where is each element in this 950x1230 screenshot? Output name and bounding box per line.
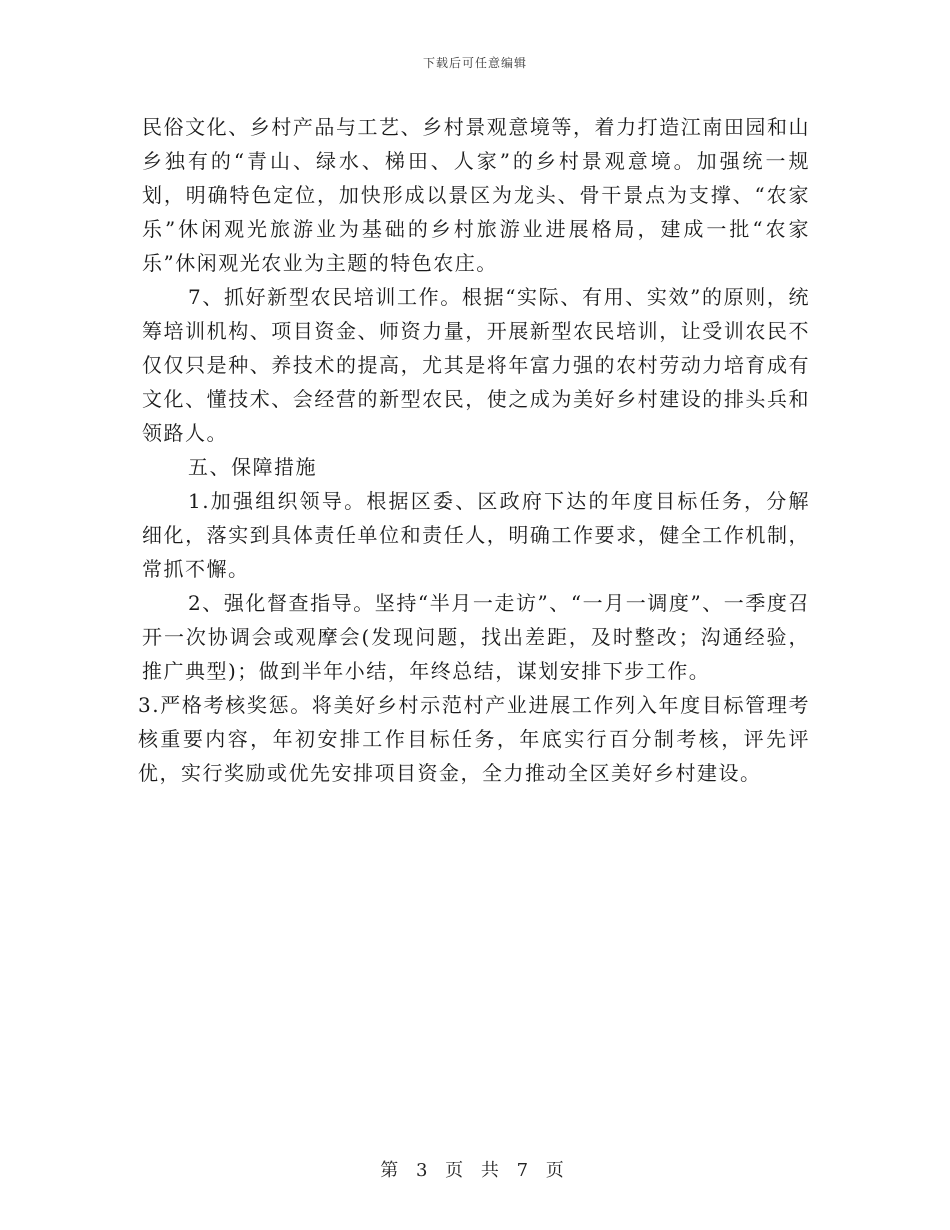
section-heading-safeguards: 五、保障措施 (188, 455, 317, 479)
page-header: 下载后可任意编辑 (422, 56, 527, 70)
document-body (138, 110, 810, 790)
paragraph-assessment-rewards: 3.严格考核奖惩。将美好乡村示范村产业进展工作列入年度目标管理考核重要内容，年初安排工作目标任务，年底实行百分制考核，评先评优，实行奖励或优先安排项目资金，全力推动全区美好乡村建设。 (138, 693, 810, 785)
paragraph-farmer-training: 7、抓好新型农民培训工作。根据“实际、有用、实效”的原则，统筹培训机构、项目资金、师资力量，开展新型农民培训，让受训农民不仅仅只是种、养技术的提高，尤其是将年富力强的农村劳动力培育成有文化、懂技术、会经营的新型农民，使之成为美好乡村建设的排头兵和领路人。 (142, 285, 810, 445)
paragraph-supervision-guidance: 2、强化督查指导。坚持“半月一走访”、“一月一调度”、一季度召开一次协调会或观摩会(发现问题，找出差距，及时整改；沟通经验，推广典型)；做到半年小结，年终总结，谋划安排下步工作。 (142, 591, 810, 683)
paragraph-rural-landscape: 民俗文化、乡村产品与工艺、乡村景观意境等，着力打造江南田园和山乡独有的“青山、绿水、梯田、人家”的乡村景观意境。加强统一规划，明确特色定位，加快形成以景区为龙头、骨干景点为支撑、“农家乐”休闲观光旅游业为基础的乡村旅游业进展格局，建成一批“农家乐”休闲观光农业为主题的特色农庄。 (142, 115, 810, 275)
page-number: 第 3 页 共 7 页 (380, 1160, 570, 1181)
paragraph-organization-leadership: 1.加强组织领导。根据区委、区政府下达的年度目标任务，分解细化，落实到具体责任单位和责任人，明确工作要求，健全工作机制，常抓不懈。 (142, 489, 810, 581)
